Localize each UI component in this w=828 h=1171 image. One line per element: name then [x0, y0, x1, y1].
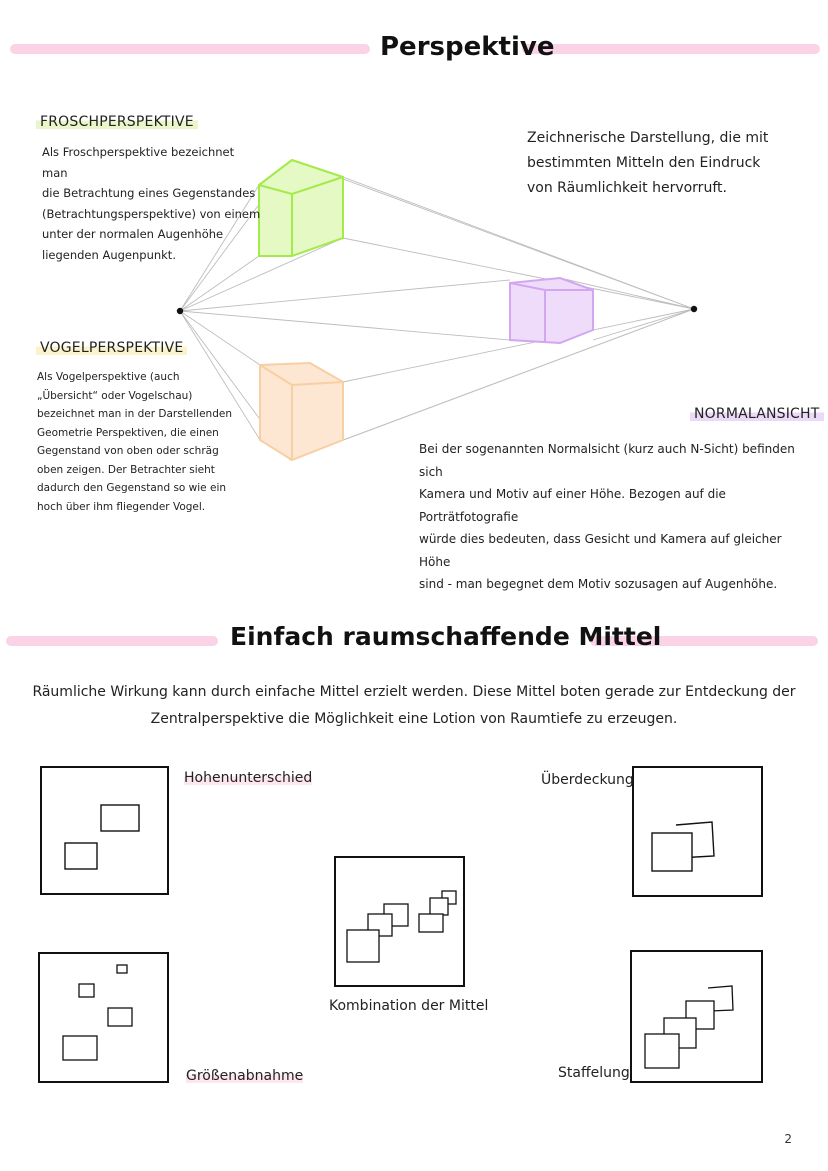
section-title: Einfach raumschaffende Mittel [230, 622, 662, 651]
groessenabnahme-diagram [38, 952, 170, 1084]
text-line: Zeichnerische Darstellung, die mit [527, 130, 769, 146]
text-line: von Räumlichkeit hervorruft. [527, 180, 727, 196]
text-line: bestimmten Mitteln den Eindruck [527, 155, 761, 171]
text-line: (Betrachtungsperspektive) von einem [42, 206, 261, 221]
text-line: Als Froschperspektive bezeichnet man [42, 145, 235, 180]
hoehenunterschied-diagram [40, 766, 170, 896]
hoehenunterschied-caption: Hohenunterschied [184, 770, 313, 786]
text-line: Räumliche Wirkung kann durch einfache Mittel erzielt werden. Diese Mittel boten gerade zur Entdeckung der [32, 684, 796, 700]
text-line: Geometrie Perspektiven, die einen [37, 426, 219, 439]
orange-cube [260, 363, 343, 460]
ueberdeckung-caption: Überdeckung [541, 772, 634, 788]
froschperspektive-heading: FROSCHPERSPEKTIVE [36, 114, 198, 130]
text-line: oben zeigen. Der Betrachter sieht [37, 463, 215, 476]
text-line: würde dies bedeuten, dass Gesicht und Kamera auf gleicher Höhe [419, 532, 782, 569]
green-cube [259, 160, 343, 256]
vogelperspektive-heading: VOGELPERSPEKTIVE [36, 340, 187, 356]
normalansicht-heading: NORMALANSICHT [690, 406, 824, 422]
text-line: dadurch den Gegenstand so wie ein [37, 482, 227, 494]
staffelung-diagram [630, 950, 764, 1084]
text-line: Kamera und Motiv auf einer Höhe. Bezogen auf die Porträtfotografie [419, 487, 726, 524]
text-line: die Betrachtung eines Gegenstandes [42, 186, 256, 200]
section-intro [20, 679, 808, 733]
page-number: 2 [784, 1132, 792, 1146]
text-line: Bei der sogenannten Normalsicht (kurz auch N-Sicht) befinden sich [419, 442, 795, 479]
ueberdeckung-diagram [632, 766, 764, 898]
text-line: sind - man begegnet dem Motiv sozusagen auf Augenhöhe. [419, 577, 778, 591]
text-line: „Übersicht“ oder Vogelschau) [37, 389, 193, 402]
groessenabnahme-caption: Größenabnahme [186, 1068, 304, 1084]
froschperspektive-text [42, 142, 262, 265]
violet-cube [510, 278, 593, 343]
section-underline-left [6, 636, 218, 646]
text-line: liegenden Augenpunkt. [42, 247, 176, 262]
vogelperspektive-text [37, 368, 242, 516]
normalansicht-text [419, 438, 804, 596]
text-line: unter der normalen Augenhöhe [42, 227, 224, 241]
vanishing-point-left [177, 308, 183, 314]
kombination-diagram [334, 856, 466, 988]
perspective-definition [527, 126, 797, 201]
text-line: hoch über ihm fliegender Vogel. [37, 500, 206, 513]
staffelung-caption: Staffelung [558, 1065, 630, 1081]
text-line: Zentralperspektive die Möglichkeit eine Lotion von Raumtiefe zu erzeugen. [150, 711, 678, 727]
vanishing-point-right [691, 306, 697, 312]
text-line: Gegenstand von oben oder schräg [37, 445, 219, 457]
text-line: Als Vogelperspektive (auch [37, 371, 180, 383]
page-title: Perspektive [380, 32, 555, 62]
kombination-caption: Kombination der Mittel [329, 998, 489, 1014]
text-line: bezeichnet man in der Darstellenden [37, 408, 232, 420]
